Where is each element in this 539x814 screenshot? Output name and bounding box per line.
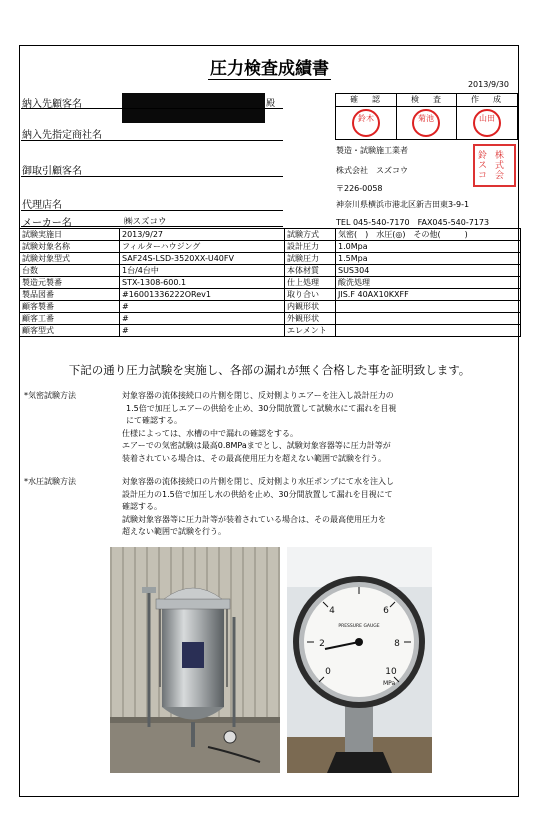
- spec-row: [20, 325, 521, 337]
- spec-value: #: [120, 301, 285, 313]
- trade-label: 納入先指定商社名: [22, 130, 102, 141]
- customer-suffix: 殿: [266, 99, 276, 109]
- gauge-tick-label: 0: [325, 667, 331, 677]
- certification-statement: 下記の通り圧力試験を実施し、各部の漏れが無く合格した事を証明致します。: [68, 363, 471, 377]
- spec-value: #: [120, 325, 285, 337]
- spec-label: 外観形状: [285, 313, 336, 325]
- spec-row: [20, 241, 521, 253]
- spec-table: [19, 228, 521, 337]
- spec-label: 顧客製番: [20, 301, 120, 313]
- svg-text:式: 式: [495, 161, 505, 171]
- company-address: 神奈川県横浜市港北区新吉田東3-9-1: [336, 200, 470, 209]
- air-line: 1.5倍で加圧しエアーの供給を止め、30分間放置して試験水にて漏れを目視: [126, 403, 397, 413]
- spec-label: 台数: [20, 265, 120, 277]
- spec-row: [20, 229, 521, 241]
- approval-header-create: 作 成: [471, 95, 504, 104]
- spec-row: [20, 253, 521, 265]
- customer-label: 納入先顧客名: [22, 99, 82, 110]
- air-line: 仕様によっては、水槽の中で漏れの確認をする。: [122, 428, 298, 438]
- spec-label: 取り合い: [285, 289, 336, 301]
- company-seal-stamp: [473, 144, 516, 187]
- spec-label: 試験対象名称: [20, 241, 120, 253]
- approval-header-inspect: 検 査: [411, 95, 444, 104]
- spec-label: 試験対象型式: [20, 253, 120, 265]
- spec-value: 2013/9/27: [120, 229, 285, 241]
- spec-label: 本体材質: [285, 265, 336, 277]
- spec-label: 顧客工番: [20, 313, 120, 325]
- spec-row: [20, 301, 521, 313]
- gauge-tick-label: 8: [394, 639, 400, 649]
- gauge-tick-label: 4: [329, 606, 335, 616]
- spec-label: 内観形状: [285, 301, 336, 313]
- gauge-tick-label: 10: [385, 667, 397, 677]
- spec-value: SUS304: [336, 265, 521, 277]
- pressure-gauge-photo: [287, 547, 432, 773]
- client-label: 御取引顧客名: [22, 166, 82, 177]
- spec-value: JIS.F 40AX10KXFF: [336, 289, 521, 301]
- water-test-label: *水圧試験方法: [24, 477, 76, 486]
- spec-label: 試験圧力: [285, 253, 336, 265]
- spec-label: 試験方式: [285, 229, 336, 241]
- spec-value: フィルターハウジング: [120, 241, 285, 253]
- spec-value: 1台/4台中: [120, 265, 285, 277]
- water-line: 対象容器の流体接続口の片側を閉じ、反対側より水圧ポンプにて水を注入し: [122, 477, 394, 486]
- air-line: 対象容器の流体接続口の片側を閉じ、反対側よりエアーを注入し設計圧力の: [122, 391, 394, 400]
- spec-row: [20, 265, 521, 277]
- svg-text:コ: コ: [478, 171, 488, 181]
- approval-box: [335, 93, 518, 140]
- maker-value: ㈱スズコウ: [124, 217, 167, 227]
- company-postal: 〒226-0058: [336, 184, 383, 193]
- spec-label: 顧客型式: [20, 325, 120, 337]
- air-test-body: [122, 390, 396, 465]
- maker-label: メーカー名: [22, 218, 72, 229]
- spec-label: 試験実施日: [20, 229, 120, 241]
- spec-value: SAF24S-LSD-3520XX-U40FV: [120, 253, 285, 265]
- gauge-tick-label: 2: [319, 639, 325, 649]
- svg-text:ス: ス: [478, 161, 488, 171]
- seal-inspect: 菊池: [412, 109, 440, 137]
- svg-text:鈴: 鈴: [478, 151, 488, 161]
- gauge-unit: MPa: [383, 680, 396, 687]
- approval-header-confirm: 確 認: [350, 95, 383, 104]
- spec-value: [336, 301, 521, 313]
- spec-row: [20, 313, 521, 325]
- spec-row: [20, 277, 521, 289]
- seal-confirm: 鈴木: [352, 109, 380, 137]
- water-line: 設計圧力の1.5倍で加圧し水の供給を止め、30分間放置して漏れを目視にて: [122, 489, 393, 499]
- spec-value: #: [120, 313, 285, 325]
- water-test-body: [122, 476, 394, 539]
- agent-label: 代理店名: [22, 200, 62, 211]
- seal-create: 山田: [473, 109, 501, 137]
- company-name: 株式会社 スズコウ: [336, 166, 408, 175]
- spec-value: 気密( ) 水圧(◎) その他( ): [336, 229, 521, 241]
- spec-label: 製造元製番: [20, 277, 120, 289]
- air-line: 装着されている場合は、その最高使用圧力を超えない範囲で試験を行う。: [122, 453, 386, 463]
- spec-value: [336, 313, 521, 325]
- document-title: 圧力検査成績書: [210, 59, 329, 79]
- spec-row: [20, 289, 521, 301]
- spec-label: エレメント: [285, 325, 336, 337]
- spec-label: 仕上処理: [285, 277, 336, 289]
- gauge-face-label: PRESSURE GAUGE: [338, 624, 380, 629]
- spec-label: 設計圧力: [285, 241, 336, 253]
- company-role: 製造・試験施工業者: [336, 146, 408, 155]
- issue-date: 2013/9/30: [467, 80, 509, 89]
- spec-value: STX-1308-600.1: [120, 277, 285, 289]
- spec-label: 製品図番: [20, 289, 120, 301]
- air-line: にて確認する。: [126, 416, 182, 425]
- water-line: 超えない範囲で試験を行う。: [122, 527, 226, 536]
- water-line: 確認する。: [122, 502, 162, 511]
- spec-value: [336, 325, 521, 337]
- air-line: エアーでの気密試験は最高0.8MPaまでとし、試験対象容器等に圧力計等が: [122, 441, 391, 450]
- gauge-tick-label: 6: [383, 606, 389, 616]
- spec-value: 1.5Mpa: [336, 253, 521, 265]
- company-seal-icon: [475, 147, 514, 186]
- spec-value: #16001336222ORev1: [120, 289, 285, 301]
- spec-value: 1.0Mpa: [336, 241, 521, 253]
- air-test-label: *気密試験方法: [24, 391, 76, 400]
- svg-text:株: 株: [495, 151, 505, 161]
- spec-value: 酸洗処理: [336, 277, 521, 289]
- filter-housing-photo: [110, 547, 280, 773]
- water-line: 試験対象容器等に圧力計等が装着されている場合は、その最高使用圧力を: [122, 514, 386, 524]
- svg-text:会: 会: [495, 171, 505, 181]
- company-tel: TEL 045-540-7170 FAX045-540-7173: [336, 218, 490, 227]
